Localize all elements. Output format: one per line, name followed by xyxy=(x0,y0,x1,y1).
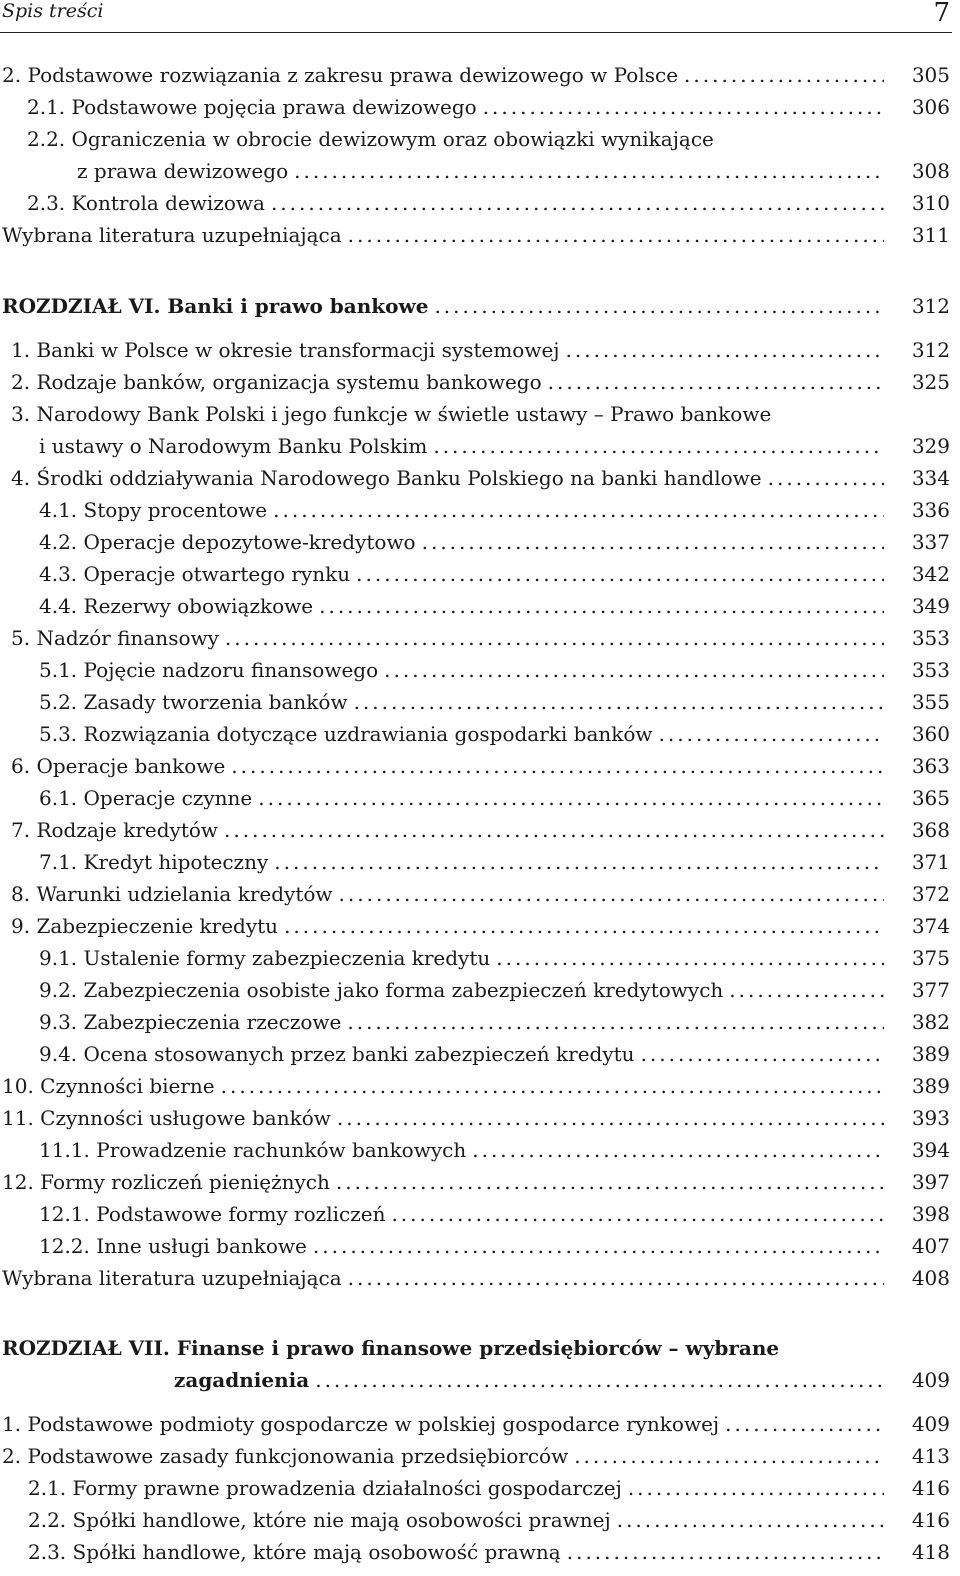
toc-entry: 1. Banki w Polsce w okresie transformacji systemowej ..... 312 xyxy=(0,335,952,365)
toc-entry: 4.3. Operacje otwartego rynku ..... 342 xyxy=(0,559,952,589)
toc-entry: 2.1. Podstawowe pojęcia prawa dewizowego ..... 306 xyxy=(0,92,952,122)
dot-leader xyxy=(641,1039,884,1069)
toc-entry: 7.1. Kredyt hipoteczny ..... 371 xyxy=(0,847,952,877)
toc-entry: 9.1. Ustalenie formy zabezpieczenia kredytu ..... 375 xyxy=(0,943,952,973)
dot-leader xyxy=(319,591,884,621)
dot-leader xyxy=(231,751,884,781)
dot-leader xyxy=(221,1071,884,1101)
dot-leader xyxy=(273,495,884,525)
dot-leader xyxy=(566,335,885,365)
dot-leader xyxy=(354,687,884,717)
toc-entry: 7. Rodzaje kredytów ..... 368 xyxy=(0,815,952,845)
dot-leader xyxy=(729,975,884,1005)
dot-leader xyxy=(313,1231,884,1261)
dot-leader xyxy=(391,1199,884,1229)
dot-leader xyxy=(225,623,884,653)
dot-leader xyxy=(496,943,884,973)
toc-entry: 6. Operacje bankowe ..... 363 xyxy=(0,751,952,781)
dot-leader xyxy=(548,367,884,397)
dot-leader xyxy=(384,655,884,685)
dot-leader xyxy=(567,1537,884,1567)
dot-leader xyxy=(339,879,884,909)
toc-entry: 2. Rodzaje banków, organizacja systemu bankowego ..... 325 xyxy=(0,367,952,397)
toc-entry: 4.1. Stopy procentowe ..... 336 xyxy=(0,495,952,525)
dot-leader xyxy=(574,1441,884,1471)
toc-entry: 8. Warunki udzielania kredytów ..... 372 xyxy=(0,879,952,909)
dot-leader xyxy=(472,1135,884,1165)
page-header xyxy=(0,0,952,34)
toc-entry: z prawa dewizowego ..... 308 xyxy=(0,156,952,186)
toc-entry: 4.4. Rezerwy obowiązkowe ..... 349 xyxy=(0,591,952,621)
toc-entry: 5.3. Rozwiązania dotyczące uzdrawiania gospodarki banków ..... 360 xyxy=(0,719,952,749)
dot-leader xyxy=(284,911,884,941)
dot-leader xyxy=(347,1007,884,1037)
toc-entry: 4.2. Operacje depozytowe-kredytowo ..... 337 xyxy=(0,527,952,557)
header-rule xyxy=(0,32,952,33)
toc-entry: 4. Środki oddziaływania Narodowego Banku Polskiego na banki handlowe ..... 334 xyxy=(0,463,952,493)
chapter-heading: ROZDZIAŁ VI. Banki i prawo bankowe ..... 312 xyxy=(0,291,952,321)
toc-entry: 9.2. Zabezpieczenia osobiste jako forma zabezpieczeń kredytowych ..... 377 xyxy=(0,975,952,1005)
dot-leader xyxy=(434,291,884,321)
toc-entry: 11. Czynności usługowe banków ..... 393 xyxy=(0,1103,952,1133)
dot-leader xyxy=(337,1103,884,1133)
dot-leader xyxy=(294,156,884,186)
toc-entry: 5.2. Zasady tworzenia banków ..... 355 xyxy=(0,687,952,717)
page-number: 7 xyxy=(933,0,950,28)
dot-leader xyxy=(274,847,884,877)
dot-leader xyxy=(356,559,884,589)
toc-entry: 2.1. Formy prawne prowadzenia działalności gospodarczej ..... 416 xyxy=(0,1473,952,1503)
dot-leader xyxy=(433,431,884,461)
toc-entry: 9.4. Ocena stosowanych przez banki zabezpieczeń kredytu ..... 389 xyxy=(0,1039,952,1069)
dot-leader xyxy=(348,220,884,250)
toc-entry: 11.1. Prowadzenie rachunków bankowych ..... 394 xyxy=(0,1135,952,1165)
toc-entry: 2.3. Spółki handlowe, które mają osobowość prawną ..... 418 xyxy=(0,1537,952,1567)
chapter-heading-cont: zagadnienia ..... 409 xyxy=(0,1365,952,1395)
toc-entry: 2. Podstawowe rozwiązania z zakresu prawa dewizowego w Polsce ..... 305 xyxy=(0,60,952,90)
toc-entry: 12.2. Inne usługi bankowe ..... 407 xyxy=(0,1231,952,1261)
toc-entry: 10. Czynności bierne ..... 389 xyxy=(0,1071,952,1101)
toc-entry: Wybrana literatura uzupełniająca ..... 311 xyxy=(0,220,952,250)
dot-leader xyxy=(684,60,884,90)
dot-leader xyxy=(258,783,884,813)
toc-entry: 12.1. Podstawowe formy rozliczeń ..... 398 xyxy=(0,1199,952,1229)
dot-leader xyxy=(271,188,884,218)
dot-leader xyxy=(422,527,884,557)
toc-entry: 12. Formy rozliczeń pieniężnych ..... 397 xyxy=(0,1167,952,1197)
running-title: Spis treści xyxy=(2,0,104,22)
toc-entry: i ustawy o Narodowym Banku Polskim ..... 329 xyxy=(0,431,952,461)
toc-entry: 2.2. Ograniczenia w obrocie dewizowym oraz obowiązki wynikające xyxy=(27,127,714,151)
chapter-heading: ROZDZIAŁ VII. Finanse i prawo finansowe przedsiębiorców – wybrane xyxy=(2,1336,780,1360)
toc-entry: 2.3. Kontrola dewizowa ..... 310 xyxy=(0,188,952,218)
dot-leader xyxy=(315,1365,884,1395)
toc-entry: 5.1. Pojęcie nadzoru finansowego ..... 353 xyxy=(0,655,952,685)
dot-leader xyxy=(768,463,884,493)
toc-entry: 6.1. Operacje czynne ..... 365 xyxy=(0,783,952,813)
toc-entry: 3. Narodowy Bank Polski i jego funkcje w świetle ustawy – Prawo bankowe xyxy=(11,402,772,426)
dot-leader xyxy=(348,1263,884,1293)
dot-leader xyxy=(725,1409,884,1439)
toc-entry: 9. Zabezpieczenie kredytu ..... 374 xyxy=(0,911,952,941)
toc-entry: 2. Podstawowe zasady funkcjonowania przedsiębiorców ..... 413 xyxy=(0,1441,952,1471)
dot-leader xyxy=(617,1505,884,1535)
toc-entry: 5. Nadzór finansowy ..... 353 xyxy=(0,623,952,653)
dot-leader xyxy=(483,92,884,122)
dot-leader xyxy=(224,815,884,845)
dot-leader xyxy=(336,1167,884,1197)
dot-leader xyxy=(628,1473,884,1503)
dot-leader xyxy=(659,719,884,749)
toc-entry: Wybrana literatura uzupełniająca ..... 408 xyxy=(0,1263,952,1293)
toc-entry: 9.3. Zabezpieczenia rzeczowe ..... 382 xyxy=(0,1007,952,1037)
toc-entry: 2.2. Spółki handlowe, które nie mają osobowości prawnej ..... 416 xyxy=(0,1505,952,1535)
toc-entry: 1. Podstawowe podmioty gospodarcze w polskiej gospodarce rynkowej ..... 409 xyxy=(0,1409,952,1439)
